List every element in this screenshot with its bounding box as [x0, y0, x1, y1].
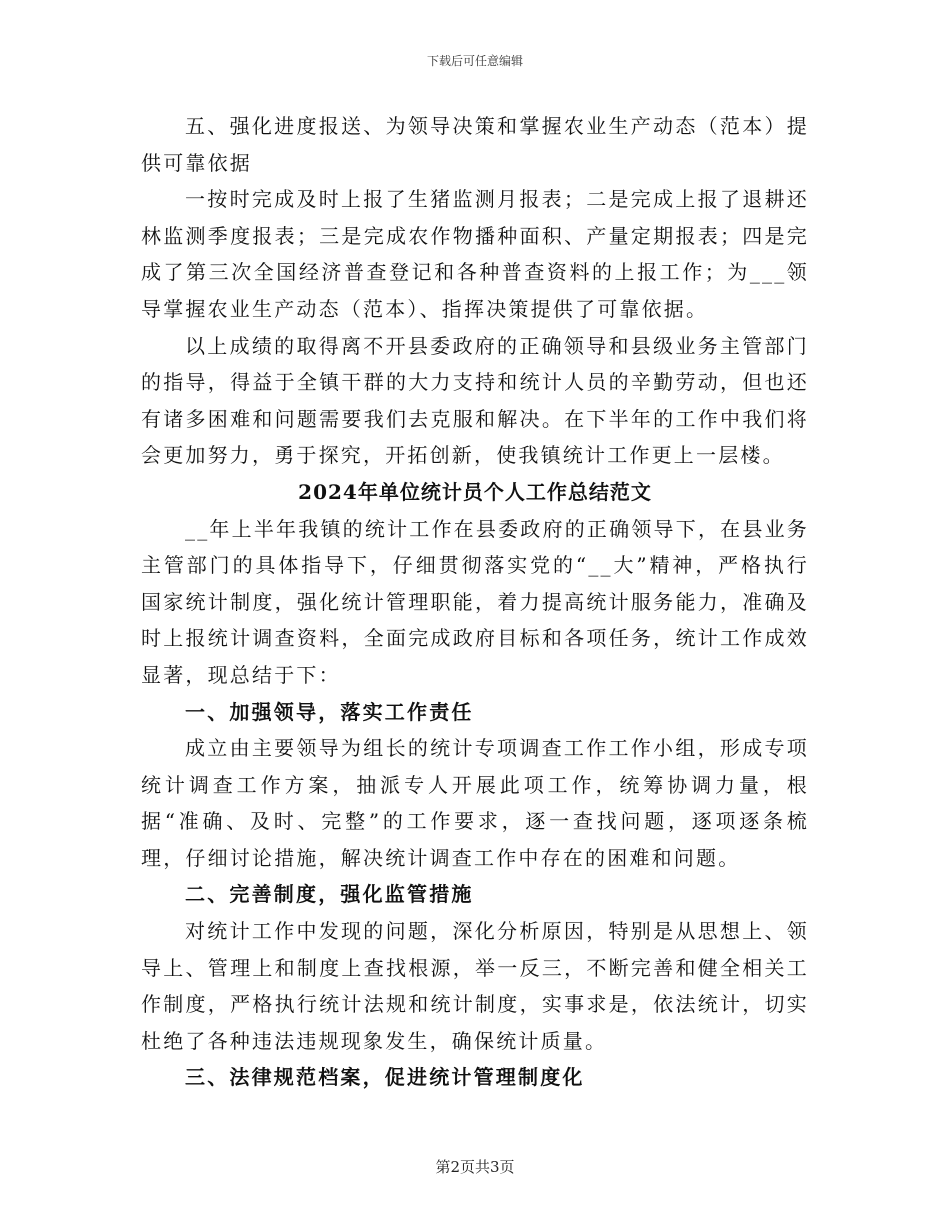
document-body [141, 108, 809, 1096]
paragraph-reporting: 一按时完成及时上报了生猪监测月报表；二是完成上报了退耕还林监测季度报表；三是完成农作物播种面积、产量定期报表；四是完成了第三次全国经济普查登记和各种普查资料的上报工作；为___领导掌握农业生产动态（范本）、指挥决策提供了可靠依据。 [141, 187, 809, 321]
paragraph-intro: __年上半年我镇的统计工作在县委政府的正确领导下，在县业务主管部门的具体指导下，仔细贯彻落实党的“__大”精神，严格执行国家统计制度，强化统计管理职能，着力提高统计服务能力，准确及时上报统计调查资料，全面完成政府目标和各项任务，统计工作成效显著，现总结于下： [141, 516, 809, 687]
page-header: 下载后可任意编辑 [426, 54, 523, 68]
section-one-heading: 一、加强领导，落实工作责任 [185, 699, 474, 724]
paragraph-section-two: 对统计工作中发现的问题，深化分析原因，特别是从思想上、领导上、管理上和制度上查找根源，举一反三，不断完善和健全相关工作制度，严格执行统计法规和统计制度，实事求是，依法统计，切实杜绝了各种违法违规现象发生，确保统计质量。 [141, 919, 809, 1053]
section-two-heading: 二、完善制度，强化监管措施 [185, 882, 474, 907]
paragraph-section-one: 成立由主要领导为组长的统计专项调查工作工作小组，形成专项统计调查工作方案，抽派专人开展此项工作，统筹协调力量，根据“准确、及时、完整”的工作要求，逐一查找问题，逐项逐条梳理，仔细讨论措施，解决统计调查工作中存在的困难和问题。 [141, 736, 809, 870]
paragraph-achievements: 以上成绩的取得离不开县委政府的正确领导和县级业务主管部门的指导，得益于全镇干群的大力支持和统计人员的辛勤劳动，但也还有诸多困难和问题需要我们去克服和解决。在下半年的工作中我们将会更加努力，勇于探究，开拓创新，使我镇统计工作更上一层楼。 [141, 333, 809, 468]
section-five-heading: 五、强化进度报送、为领导决策和掌握农业生产动态（范本）提供可靠依据 [141, 114, 809, 175]
section-three-heading: 三、法律规范档案，促进统计管理制度化 [185, 1065, 585, 1090]
page-number-footer: 第2页共3页 [435, 1158, 515, 1176]
document-title: 2024年单位统计员个人工作总结范文 [298, 479, 652, 504]
